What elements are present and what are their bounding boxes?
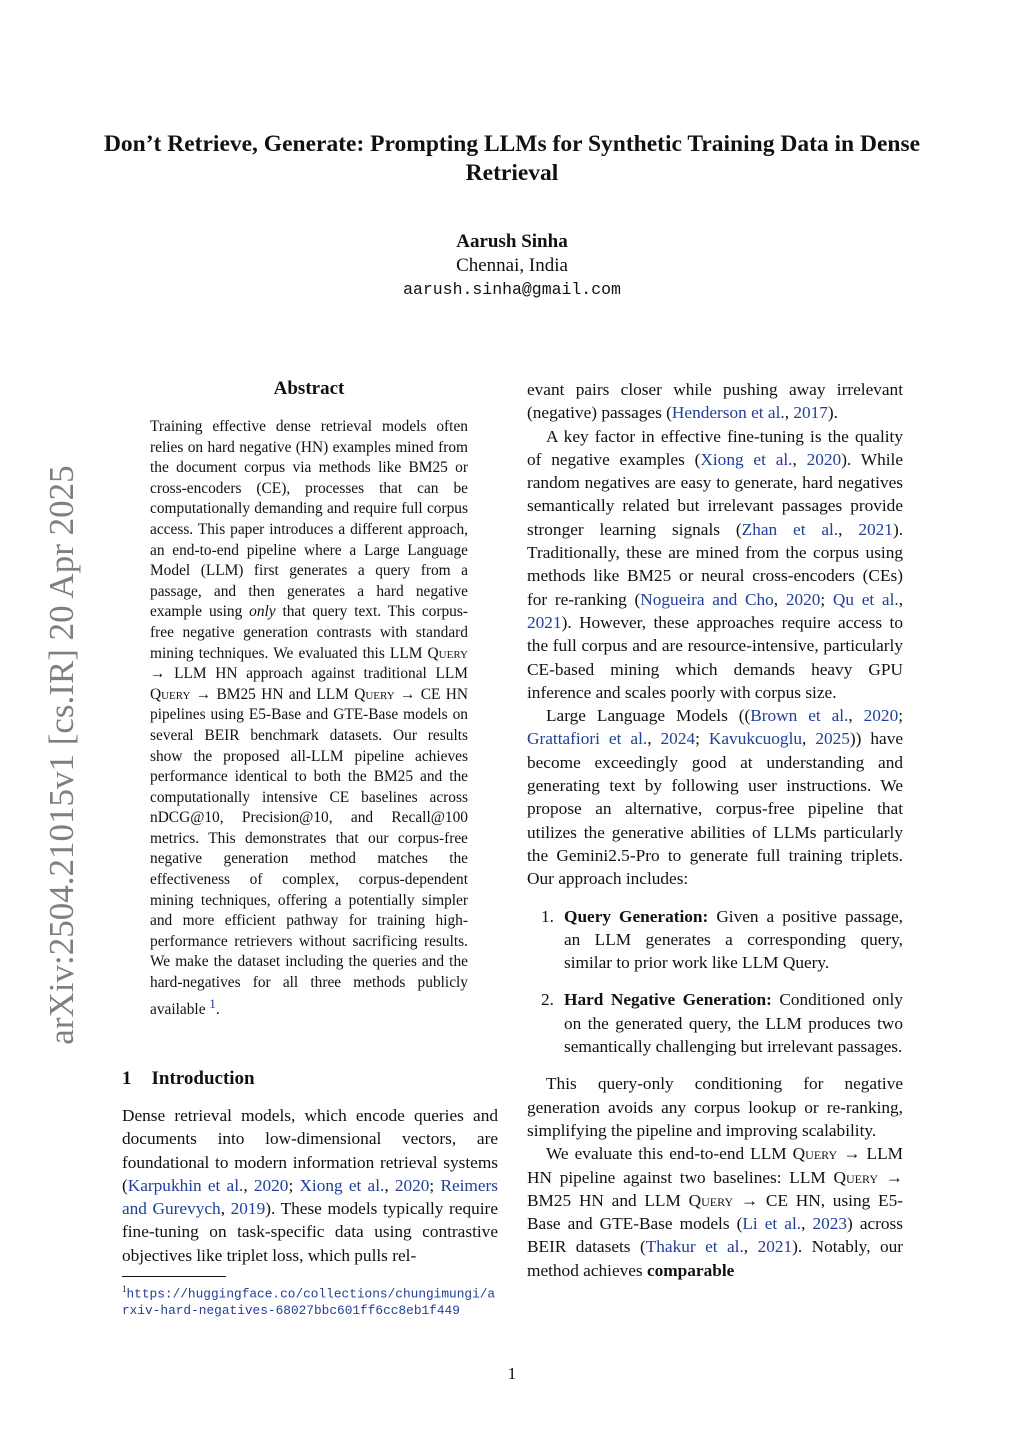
citation-year-link[interactable]: 2025	[815, 729, 850, 749]
page-number: 1	[507, 1364, 517, 1383]
author-name: Aarush Sinha	[456, 231, 568, 252]
paragraph: We evaluate this end-to-end LLM Query → LLM HN pipeline against two baselines: LLM Query → BM25 HN and LLM Query → CE HN, using E5-Base and GTE-Base models (Li et al., 2023) across BEIR datasets (Thakur et al., 2021). Notably, our method achieves comparable	[527, 1144, 904, 1280]
citation-year-link[interactable]: 2023	[812, 1214, 848, 1234]
citation-year-link[interactable]: 2020	[394, 1175, 430, 1195]
footnote-link[interactable]: 1	[209, 996, 216, 1011]
paragraph: This query-only conditioning for negative generation avoids any corpus lookup or re-ranking, simplifying the pipeline and improving scalability.	[527, 1074, 903, 1140]
citation-link[interactable]: Xiong et al.	[299, 1175, 385, 1195]
citation-link[interactable]: Li et al.	[742, 1214, 802, 1234]
citation-link[interactable]: Karpukhin et al.	[127, 1175, 244, 1195]
citation-link[interactable]: Reimers and Gurevych	[122, 1175, 499, 1219]
citation-link[interactable]: Xiong et al.	[700, 449, 793, 469]
paragraph: Large Language Models ((Brown et al., 2020; Grattafiori et al., 2024; Kavukcuoglu, 2025)) have become exceedingly good at understanding and generating text by following user instructions. We propose an alternative, corpus-free pipeline that utilizes the generative abilities of LLMs particularly the Gemini2.5-Pro to generate full training triplets. Our approach includes:	[527, 706, 904, 889]
citation-link[interactable]: Zhan et al.	[741, 519, 839, 539]
approach-list	[527, 905, 903, 1059]
citation-link[interactable]: Grattafiori et al.	[527, 729, 648, 749]
paragraph: A key factor in effective fine-tuning is the quality of negative examples (Xiong et al., 2020). While random negatives are easy to generate, hard negatives semantically related but irrelevant passages provide stronger learning signals (Zhan et al., 2021). Traditionally, these are mined from the corpus using methods like BM25 or neural cross-encoders (CEs) for re-ranking (Nogueira and Cho, 2020; Qu et al., 2021). However, these approaches require access to the full corpus and are resource-intensive, particularly CE-based mining which demands heavy GPU inference and scales poorly with corpus size.	[527, 426, 904, 702]
citation-year-link[interactable]: 2020	[806, 449, 842, 469]
citation-year-link[interactable]: 2020	[785, 589, 821, 609]
citation-year-link[interactable]: 2020	[253, 1175, 289, 1195]
citation-year-link[interactable]: 2019	[230, 1199, 266, 1219]
citation-year-link[interactable]: 2021	[527, 612, 562, 632]
section-heading-introduction: 1 Introduction	[122, 1068, 255, 1089]
abstract-heading: Abstract	[273, 378, 345, 399]
author-affiliation: Chennai, India	[456, 255, 568, 276]
citation-year-link[interactable]: 2021	[757, 1237, 793, 1257]
author-email[interactable]: aarush.sinha@gmail.com	[403, 280, 621, 299]
paper-title: Don’t Retrieve, Generate: Prompting LLMs for Synthetic Training Data in Dense Retrieval	[103, 131, 921, 186]
citation-link[interactable]: Brown et al.	[750, 706, 849, 726]
footnote-divider	[122, 1276, 226, 1277]
footnote: $^1$https://huggingface.co/collections/chungimungi/arxiv-hard-negatives-68027bbc601ff6cc8eb1f449	[122, 1284, 496, 1318]
citation-link[interactable]: Henderson et al.	[671, 403, 785, 423]
citation-year-link[interactable]: 2024	[660, 729, 696, 749]
citation-year-link[interactable]: 2020	[863, 706, 899, 726]
citation-year-link[interactable]: 2017	[793, 403, 828, 423]
citation-link[interactable]: Thakur et al.	[645, 1237, 744, 1257]
citation-link[interactable]: Nogueira and Cho	[640, 589, 774, 609]
abstract-body: Training effective dense retrieval models often relies on hard negative (HN) examples mined from the document corpus via methods like BM25 or cross-encoders (CE), processes that can be computationally demanding and require full corpus access. This paper introduces a different approach, an end-to-end pipeline where a Large Language Model (LLM) first generates a query from a passage, and then generates a hard negative example using only that query text. This corpus-free negative generation contrasts with standard mining techniques. We evaluated this LLM Query → LLM HN approach against traditional LLM Query → BM25 HN and LLM Query → CE HN pipelines using E5-Base and GTE-Base models on several BEIR benchmark datasets. Our results show the proposed all-LLM pipeline achieves performance identical to both the BM25 and the computationally intensive CE baselines across nDCG@10, Precision@10, and Recall@100 metrics. This demonstrates that our corpus-free negative generation method matches the effectiveness of complex, corpus-dependent mining techniques, offering a potentially simpler and more efficient pathway for training high-performance retrievers without sacrificing results. We make the dataset including the queries and the hard-negatives for all three methods publicly available $^1$.	[150, 418, 468, 1018]
right-column	[527, 378, 903, 1282]
citation-year-link[interactable]: 2021	[858, 519, 893, 539]
footnote-url-link[interactable]: https://huggingface.co/collections/chungimungi/arxiv-hard-negatives-68027bbc601ff6cc8eb1f449	[122, 1286, 496, 1318]
arxiv-identifier: arXiv:2504.21015v1 [cs.IR] 20 Apr 2025	[42, 465, 81, 1045]
paragraph: evant pairs closer while pushing away irrelevant (negative) passages (Henderson et al., 2017).	[527, 380, 903, 423]
author-block	[0, 230, 1024, 302]
list-item: 2. Hard Negative Generation: Conditioned only on the generated query, the LLM produces two semantically challenging but irrelevant passages.	[541, 990, 903, 1057]
citation-link[interactable]: Qu et al.	[832, 589, 899, 609]
emphasis-only: only	[249, 603, 276, 621]
list-item: 1. Query Generation: Given a positive passage, an LLM generates a corresponding query, similar to prior work like LLM Query.	[541, 906, 904, 973]
citation-link[interactable]: Kavukcuoglu	[708, 729, 803, 749]
introduction-paragraph: Dense retrieval models, which encode queries and documents into low-dimensional vectors, are foundational to modern information retrieval systems (Karpukhin et al., 2020; Xiong et al., 2020; Reimers and Gurevych, 2019). These models typically require fine-tuning on task-specific data using contrastive objectives like triplet loss, which pulls rel-	[122, 1106, 499, 1265]
